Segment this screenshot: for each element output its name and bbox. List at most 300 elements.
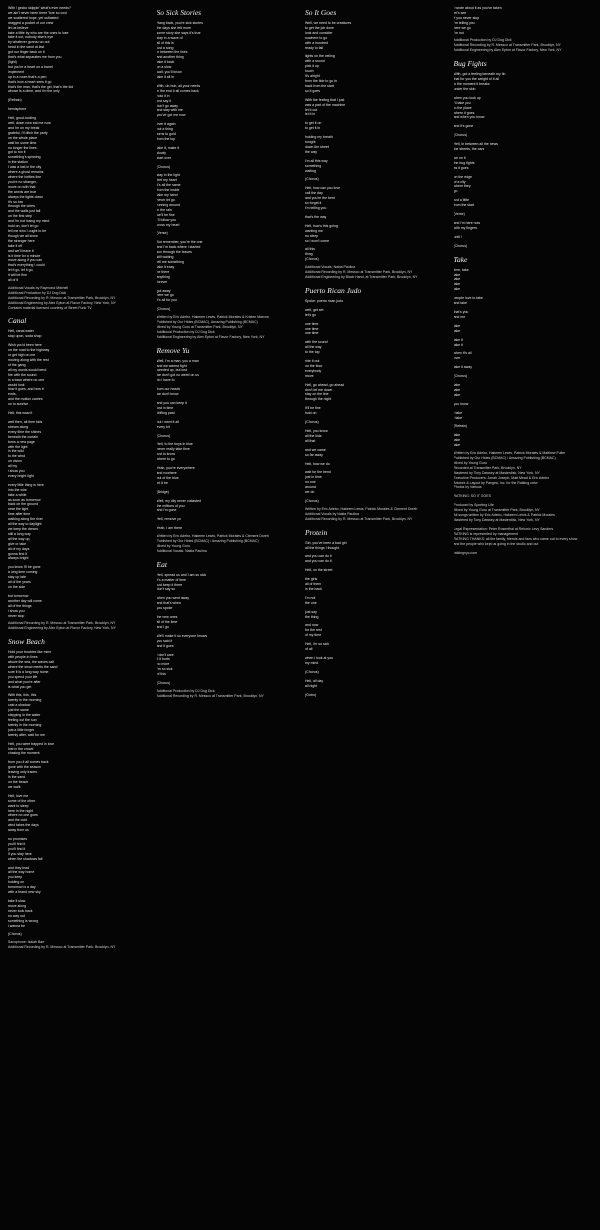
lyric-line: on the side bbox=[8, 584, 26, 589]
lyric-line: take bbox=[453, 277, 461, 282]
credit-line: Mixed by Young Guru bbox=[453, 460, 487, 465]
song-separator bbox=[454, 249, 593, 253]
lyric-line: from the tide to go in bbox=[305, 78, 337, 83]
credit-line: Executive Producers: Jonah Joseph, Matt Mead & Eric Adebo bbox=[453, 475, 550, 480]
lyric-line: ready to fall bbox=[305, 45, 324, 50]
lyric-line: Hell, canal water bbox=[8, 329, 34, 334]
song-separator bbox=[305, 697, 444, 701]
lyric-line: Wish you'd been here bbox=[8, 343, 42, 348]
lyric-line: from the inside bbox=[156, 188, 180, 193]
song-title: Protein bbox=[305, 527, 328, 537]
credit-line: RATKING: SO IT GOES bbox=[453, 494, 491, 499]
lyric-line: and we wanna fight bbox=[156, 363, 187, 368]
lyric-line: (Refrain) bbox=[8, 98, 22, 103]
lyric-line: to get it in bbox=[305, 126, 321, 131]
credit-line: Additional Engineering by Alex Epton at Flavor Factory, New York, NY bbox=[453, 48, 562, 53]
lyric-line: every time the shines bbox=[8, 429, 42, 434]
lyric-line: (Chorus) bbox=[305, 177, 319, 182]
lyric-line: (Verse) bbox=[156, 231, 168, 236]
lyric-line: Well, we need to be creatures bbox=[305, 21, 352, 25]
lyric-line: It'll be fine bbox=[305, 406, 321, 411]
lyric-line: to get it on bbox=[305, 121, 322, 126]
song-title: Take bbox=[453, 254, 468, 264]
lyric-line: slowly bbox=[156, 150, 167, 155]
lyric-line: let's go bbox=[305, 312, 316, 317]
credit-line: Published by Our Hides (BCMAC) / Amazing Publishing (BCMAC) bbox=[453, 456, 556, 460]
lyric-line: where a ghost remains bbox=[8, 170, 44, 175]
lyric-line: under the skin bbox=[453, 86, 476, 91]
lyric-line: all of the things bbox=[8, 603, 32, 608]
lyric-line: Hell, you know bbox=[305, 429, 328, 433]
credit-line: Additional Vocals by Nakia Paulina bbox=[305, 511, 359, 516]
song-credits bbox=[305, 507, 444, 522]
lyric-line: the new ones bbox=[156, 615, 178, 620]
lyric-line: and I'm back where I started bbox=[156, 245, 201, 250]
lyric-line: look and consider bbox=[305, 30, 333, 35]
lyric-line: well, down now eat me now bbox=[8, 121, 51, 126]
credit-line: RATKING is represented by management bbox=[453, 531, 519, 536]
lyric-line: the stranger here bbox=[8, 238, 35, 243]
lyric-line: lost in time bbox=[156, 405, 174, 410]
lyric-line: thing bbox=[305, 252, 313, 257]
lyric-line: on the first step bbox=[8, 214, 32, 219]
lyric-line: Hell, how's this going bbox=[305, 223, 338, 228]
lyric-line: to the top bbox=[305, 350, 320, 355]
lyric-line: in the back bbox=[305, 586, 322, 591]
credit-line: Published by Our Hides (BCMAC) / Amazing Publishing (BCMAC) bbox=[156, 539, 259, 544]
lyric-line: around bbox=[305, 485, 316, 490]
lyric-line: no more bbox=[156, 662, 170, 667]
song-title: Bug Fights bbox=[453, 59, 487, 69]
lyrics-column-3 bbox=[305, 6, 444, 1230]
lyric-line: cross my heart bbox=[156, 222, 180, 227]
lyric-line: all night bbox=[305, 683, 318, 688]
lyric-line: every bit bbox=[156, 424, 170, 429]
lyric-line: in the station bbox=[8, 160, 28, 165]
credit-line: Recorded at Transmitter Park, Brooklyn, NY bbox=[453, 465, 522, 470]
lyric-line: take a little by who are the ones to lose bbox=[8, 30, 69, 35]
lyric-line: or get high on me bbox=[8, 353, 36, 358]
lyric-line: wait for some time bbox=[8, 140, 37, 145]
lyric-line: hold on, don't let go bbox=[8, 224, 39, 229]
song-separator bbox=[157, 554, 296, 558]
lyric-line: just say it bbox=[156, 98, 172, 103]
lyric-line: on the floor bbox=[305, 363, 323, 368]
lyric-line: until i bbox=[453, 234, 462, 239]
lyric-line: with a sound bbox=[305, 59, 325, 64]
lyric-line: one time bbox=[305, 326, 319, 331]
lyric-line: when the shadows fall bbox=[8, 856, 43, 861]
song-separator bbox=[8, 631, 147, 635]
lyric-line: take bbox=[453, 443, 461, 448]
lyric-line: it will be fine bbox=[8, 273, 28, 278]
lyric-line: one time bbox=[305, 321, 319, 326]
lyric-line: all of them bbox=[305, 582, 322, 587]
lyric-line: Hell, how can you love bbox=[305, 186, 341, 191]
lyric-line: don't let me down bbox=[305, 387, 333, 392]
lyric-line: we don't got no weed on us bbox=[156, 373, 200, 378]
lyric-line: where they bbox=[453, 184, 471, 189]
lyric-line: if it hurts bbox=[156, 657, 170, 662]
lyric-line: where to go bbox=[156, 457, 175, 462]
song-title: Remove Yu bbox=[156, 345, 190, 355]
credit-line: Additional Recording by R. Messco at Transmitter Park, Brooklyn, NY bbox=[8, 295, 116, 300]
lyric-line: go bbox=[453, 189, 458, 194]
lyric-line: do i have to bbox=[156, 378, 175, 383]
lyric-line: a long time coming bbox=[8, 570, 38, 575]
lyric-line: and the walls just fall bbox=[8, 209, 41, 214]
lyric-line: ends, bbox=[8, 392, 17, 397]
lyric-line: on the edge bbox=[453, 174, 472, 179]
lyric-line: the one bbox=[305, 600, 317, 605]
credit-line: Written by Eric Adebo, Hakeem Lewis, Patrick Morales & Clement Doreh bbox=[156, 534, 269, 539]
lyric-line: time after time bbox=[8, 512, 31, 517]
lyric-line: stay in a wave of bbox=[156, 35, 183, 40]
lyric-line: stepping in the water bbox=[8, 713, 41, 718]
lyric-line: so i won't come bbox=[305, 238, 330, 243]
credit-line: Legal Representation: Peter Rosenthal at Rehoric Levy Sanders bbox=[453, 526, 554, 531]
lyric-line: we on it bbox=[453, 155, 466, 160]
lyric-line: and another thing bbox=[156, 55, 184, 60]
lyric-line: no one bbox=[305, 480, 316, 485]
credit-line: Mixed by Young Guru at Transmitter Park, Brooklyn, NY bbox=[156, 324, 243, 329]
lyric-line: all of the time bbox=[156, 620, 178, 624]
lyric-line: take it bbox=[453, 342, 463, 347]
lyric-line: through the wires bbox=[8, 204, 35, 209]
credit-line: Additional Recording by R. Messco at Transmitter Park, Brooklyn, NY bbox=[453, 43, 561, 48]
lyric-line: Hell, this wasn't bbox=[8, 411, 33, 416]
lyric-line: in between the lines bbox=[156, 50, 188, 55]
lyric-line: stop upon, soda shop bbox=[8, 334, 42, 339]
lyric-line: let it out bbox=[305, 107, 318, 112]
lyric-line: no promises bbox=[8, 837, 28, 842]
credit-line: Mastered by Tony Dawsey at Masterdisk, New York, NY bbox=[453, 517, 540, 522]
lyric-line: it's a matter of time bbox=[156, 577, 186, 582]
lyrics-column-4 bbox=[454, 6, 593, 1230]
lyric-line: (Chorus) bbox=[453, 243, 468, 248]
lyric-line: that's the way bbox=[305, 214, 327, 219]
lyric-line: out of the blue bbox=[156, 475, 179, 480]
lyric-line: where no one goes bbox=[8, 813, 38, 818]
song-credits bbox=[8, 286, 147, 311]
lyric-line: the days she felt more bbox=[156, 25, 191, 30]
lyric-line: still a long way bbox=[8, 531, 31, 536]
lyric-line: with a hundred bbox=[305, 40, 328, 45]
lyric-line: where the snow meets the sand bbox=[8, 664, 58, 669]
lyric-line: with the sound bbox=[305, 340, 328, 345]
credit-line: Additional Recording by R. Messco at Transmitter Park, Brooklyn, NY bbox=[8, 945, 116, 950]
credit-line: All songs written by Eric Adebo, Hakeem Lewis & Patrick Morales bbox=[453, 513, 555, 518]
lyric-line: where the bottles line bbox=[8, 175, 42, 179]
lyric-line: where it goes bbox=[453, 110, 475, 115]
lyric-line: on vision bbox=[8, 459, 22, 464]
lyric-line: and they lead bbox=[8, 865, 30, 870]
lyric-line: walking along the river bbox=[8, 517, 43, 522]
lyric-line: was a part of the machine bbox=[305, 102, 346, 107]
lyric-line: don't go away bbox=[156, 103, 178, 108]
lyric-line: well, get set bbox=[305, 307, 324, 312]
lyrics-column-1 bbox=[8, 6, 147, 1230]
lyric-line: we scattered hope, yet outlasted bbox=[8, 15, 59, 20]
lyric-line: take it off bbox=[8, 243, 23, 248]
lyric-line: take my hand bbox=[156, 193, 178, 198]
lyric-line: feeling out the sun bbox=[8, 718, 37, 722]
credit-line: RATKING THANKS: all the family, friends and fans who came out to every show bbox=[453, 536, 578, 541]
lyric-line: start over bbox=[156, 155, 172, 160]
lyric-line: With the feeling that I just bbox=[305, 97, 345, 102]
lyric-line: With this, this, this bbox=[8, 693, 37, 698]
lyric-line: twenty in the morning bbox=[8, 698, 42, 703]
lyric-line: got our finger back on it bbox=[8, 50, 45, 55]
credit-line: Additional Production by DJ Dog Dick bbox=[453, 38, 512, 43]
lyric-line: everybody bbox=[305, 368, 322, 373]
lyric-line: just say bbox=[305, 609, 317, 614]
lyric-line: here we go bbox=[453, 25, 471, 30]
lyric-line: stay in the light bbox=[156, 173, 180, 178]
lyric-line: and when you know bbox=[453, 115, 485, 120]
lyric-line: you spoke bbox=[156, 606, 173, 611]
song-separator bbox=[157, 699, 296, 703]
song-credits bbox=[8, 940, 147, 950]
lyric-line: touch bbox=[305, 69, 314, 74]
lyric-line: weeded up, but lost bbox=[156, 368, 187, 373]
lyric-line: so far away bbox=[305, 452, 323, 457]
lyric-line: you've got me now bbox=[156, 113, 186, 118]
lyric-line: to get the job done bbox=[305, 25, 334, 30]
lyric-line: well then, all thee kids bbox=[8, 419, 43, 424]
lyric-line: (Chorus) bbox=[453, 133, 468, 138]
lyric-line: (Bridge) bbox=[156, 489, 169, 494]
lyric-line: Hell, remove yu bbox=[156, 517, 181, 522]
credit-line: Artwork & Layout by Pangea, Inc. for the Ratking crew bbox=[453, 480, 538, 485]
lyric-line: sun through the leaves bbox=[156, 250, 192, 255]
song-title: So It Goes bbox=[305, 8, 337, 17]
lyric-line: here we go bbox=[156, 293, 174, 298]
lyric-line: one time bbox=[305, 331, 319, 336]
lyric-line: and me bbox=[453, 314, 466, 319]
song-separator bbox=[454, 555, 593, 559]
lyric-line: leaving only traces bbox=[8, 770, 37, 775]
song-separator bbox=[157, 340, 296, 344]
lyric-line: take bbox=[453, 383, 461, 388]
lyric-line: back from the start bbox=[305, 83, 334, 88]
lyric-line: all of my days bbox=[8, 546, 30, 551]
lyric-line: twenty in the morning bbox=[8, 722, 42, 727]
lyric-line: from you it all comes back bbox=[8, 760, 49, 765]
lyric-line: all the kids bbox=[305, 433, 322, 438]
song-title: Snow Beach bbox=[8, 637, 45, 647]
credit-line: Written by Eric Adebo, Hakeem Lewis, Patrick Morales & Matthew Fuller bbox=[453, 451, 566, 456]
lyric-line: to the place bbox=[453, 105, 472, 110]
lyric-line: all my bbox=[8, 464, 18, 469]
lyric-line: Girl, you've been a bad girl bbox=[305, 540, 347, 545]
lyric-line: with people in lines bbox=[8, 655, 38, 660]
lyric-line: though we all know bbox=[8, 233, 38, 238]
lyric-line: i'll follow you bbox=[156, 217, 177, 222]
lyric-line: from our heads bbox=[156, 387, 181, 392]
lyric-line: in the rain bbox=[156, 207, 172, 212]
lyric-line: tell me who I ought to be bbox=[8, 228, 47, 233]
lyric-line: Hell, i'm so sick bbox=[305, 642, 330, 647]
lyric-line: Well, my city never outlasted bbox=[156, 498, 201, 503]
lyric-line: beneath the curtain bbox=[8, 434, 38, 439]
lyric-line: and the cold bbox=[8, 818, 28, 823]
lyric-line: all that bbox=[305, 438, 316, 443]
lyric-line: just to know bbox=[156, 452, 175, 457]
lyric-line: no longer the lines bbox=[8, 145, 37, 150]
lyric-line: always the lights down bbox=[8, 194, 44, 199]
lyric-line: Yeah, you're everywhere bbox=[156, 466, 195, 471]
lyric-line: move on with that bbox=[8, 184, 36, 189]
credit-line: Published by Our Hides (BCMAC), Amazing Publishing (BCMAC) bbox=[156, 320, 258, 325]
lyric-line: move along bbox=[8, 903, 27, 908]
lyric-line: the bug fights bbox=[453, 160, 475, 165]
lyric-line: when it's all bbox=[453, 351, 472, 356]
lyric-line: Hell, spread us and I am so sick bbox=[156, 572, 207, 577]
lyric-line: With, uh-huh, all your needs bbox=[156, 83, 201, 88]
lyric-line: the words are true bbox=[8, 189, 37, 194]
lyric-line: is the moment it breaks bbox=[453, 81, 490, 86]
lyric-line: stay up late bbox=[8, 575, 26, 580]
lyric-line: so forget it bbox=[305, 201, 322, 206]
lyric-line: (Chorus) bbox=[305, 498, 319, 503]
lyric-line: stay on the line bbox=[305, 392, 329, 397]
lyric-line: you're no stranger, bbox=[8, 179, 37, 184]
lyric-line: holding my breath bbox=[305, 135, 333, 140]
lyric-line: tonight bbox=[305, 140, 316, 145]
lyric-line: Hell, good-looking bbox=[8, 116, 37, 121]
lyric-line: all of this is bbox=[156, 40, 174, 45]
lyric-line: if you stay here bbox=[8, 851, 32, 856]
lyric-line: away from us bbox=[8, 828, 29, 833]
lyric-line: would look bbox=[8, 382, 25, 387]
lyric-line: Hell, in between all the news bbox=[453, 142, 498, 147]
credit-line: Saxophone: Isaiah Barr bbox=[8, 940, 45, 945]
lyric-line: never really take time bbox=[156, 447, 190, 452]
lyric-line: here in the night bbox=[8, 808, 34, 813]
lyric-line: the thing bbox=[305, 614, 319, 619]
lyric-line: tell me something bbox=[156, 259, 184, 264]
lyric-line: Hell, love me bbox=[8, 793, 29, 798]
lyric-line: and i'm on my break bbox=[8, 125, 40, 130]
lyric-line: I'm not bbox=[305, 595, 316, 600]
lyric-line: that's everything I could bbox=[8, 263, 45, 268]
lyric-line: (Chorus) bbox=[305, 669, 319, 674]
lyric-line: of all bbox=[305, 647, 313, 652]
lyric-line: if you never stop bbox=[453, 15, 480, 20]
lyric-line: you'll find it bbox=[8, 841, 26, 846]
lyric-line: no way out bbox=[8, 913, 25, 918]
credit-line: Mastered by Tony Dawsey at Masterdisk, New York, NY bbox=[453, 470, 540, 475]
lyric-line: take it away bbox=[453, 365, 472, 370]
lyric-line: (Chorus) bbox=[8, 932, 22, 937]
lyric-line: nowhere to go bbox=[305, 35, 328, 40]
song-separator bbox=[454, 53, 593, 57]
lyric-line: take bbox=[453, 328, 461, 333]
credit-line: Additional Production by DJ Dog Dick bbox=[156, 329, 215, 334]
lyric-line: something is wrong bbox=[8, 918, 39, 923]
lyric-line: something bbox=[305, 163, 322, 168]
lyric-line: and i'm not losing my mind bbox=[8, 219, 50, 224]
lyric-line: and you're the best bbox=[305, 196, 335, 201]
lyric-line: be there bbox=[156, 269, 170, 274]
song-credits bbox=[305, 265, 444, 280]
lyric-line: so it goes bbox=[305, 88, 320, 93]
lyric-line: I was a lost in the city bbox=[8, 165, 42, 170]
lyric-line: wind takes the days bbox=[8, 823, 39, 828]
lyric-line: all the way home bbox=[8, 870, 35, 875]
credit-line: Additional Engineering by Alex Epton at Flavor Factory, New York, NY bbox=[156, 334, 265, 339]
lyric-line: I'm all this way bbox=[305, 158, 328, 163]
lyric-line: and we'll leave it bbox=[8, 248, 34, 253]
song-credits bbox=[157, 534, 296, 554]
lyric-line: all of the years bbox=[8, 580, 31, 585]
lyric-line: and you can do it bbox=[305, 554, 332, 559]
lyric-line: I wrote about it as you've taken bbox=[453, 6, 502, 10]
lyric-line: (Chorus) bbox=[156, 433, 171, 438]
lyric-line: just in time bbox=[305, 475, 322, 480]
lyric-line: i show you bbox=[8, 608, 25, 613]
lyric-line: and it's gone bbox=[453, 124, 474, 129]
lyric-line: fire with the sound bbox=[8, 372, 37, 377]
lyric-line: we don't know bbox=[156, 392, 179, 397]
song-separator bbox=[8, 950, 147, 954]
lyric-line: chasing the moment bbox=[8, 751, 40, 756]
lyric-line: don't say so bbox=[156, 587, 176, 592]
lyric-line: you know bbox=[453, 401, 469, 406]
song-credits bbox=[454, 38, 593, 53]
lyric-line: you know I'll be gone bbox=[8, 565, 41, 570]
lyric-line: the way bbox=[305, 149, 318, 154]
lyric-line: just a little longer bbox=[8, 727, 35, 732]
lyric-line: take it back bbox=[156, 60, 175, 65]
lyric-line: on the beach bbox=[8, 779, 29, 784]
lyric-line: twenty after, wait for me bbox=[8, 732, 45, 737]
lyric-line: anything bbox=[156, 274, 170, 279]
lyric-line: in the sand bbox=[8, 775, 26, 780]
lyric-line: just keep it there bbox=[156, 582, 183, 587]
lyric-line: running around bbox=[156, 202, 181, 207]
lyric-line: i show you bbox=[8, 469, 25, 474]
lyric-line: let us believe bbox=[8, 25, 29, 30]
song-title: Eat bbox=[156, 559, 167, 569]
lyric-line: hold it in bbox=[156, 93, 170, 98]
lyric-line: all this bbox=[305, 247, 315, 252]
lyric-line: every little thing is here bbox=[8, 482, 44, 487]
lyric-line: drifting past bbox=[156, 410, 175, 415]
lyric-line: Hell, all day bbox=[305, 678, 324, 683]
lyric-line: how it goes, and how it bbox=[8, 387, 44, 392]
lyric-line: stream along bbox=[8, 424, 29, 429]
lyric-line: I take bbox=[453, 410, 463, 415]
lyric-line: above the sea, the waves call bbox=[8, 660, 54, 665]
lyric-line: you spend your life bbox=[8, 674, 38, 679]
lyric-line: take bbox=[453, 282, 461, 287]
lyric-line: of the gang bbox=[8, 362, 26, 367]
lyric-line: on the road to the highway bbox=[8, 348, 50, 353]
lyric-line: and take bbox=[453, 301, 467, 306]
lyric-line: cast a shadow bbox=[8, 703, 31, 708]
lyric-line: With / gecko skippin' what's ever needs? bbox=[8, 6, 71, 10]
credit-line: Mixed by Young Guru bbox=[156, 543, 190, 548]
lyric-line: the millions of you bbox=[156, 503, 185, 508]
lyric-line: take a while bbox=[8, 492, 27, 497]
lyric-line: (Chorus) bbox=[156, 681, 171, 686]
lyric-line: it's so low bbox=[8, 199, 24, 204]
lyric-line: and what you're after bbox=[8, 679, 41, 684]
lyric-line: waiting bbox=[305, 168, 316, 173]
lyric-line: With, got a feeling beneath my fin bbox=[453, 72, 506, 77]
